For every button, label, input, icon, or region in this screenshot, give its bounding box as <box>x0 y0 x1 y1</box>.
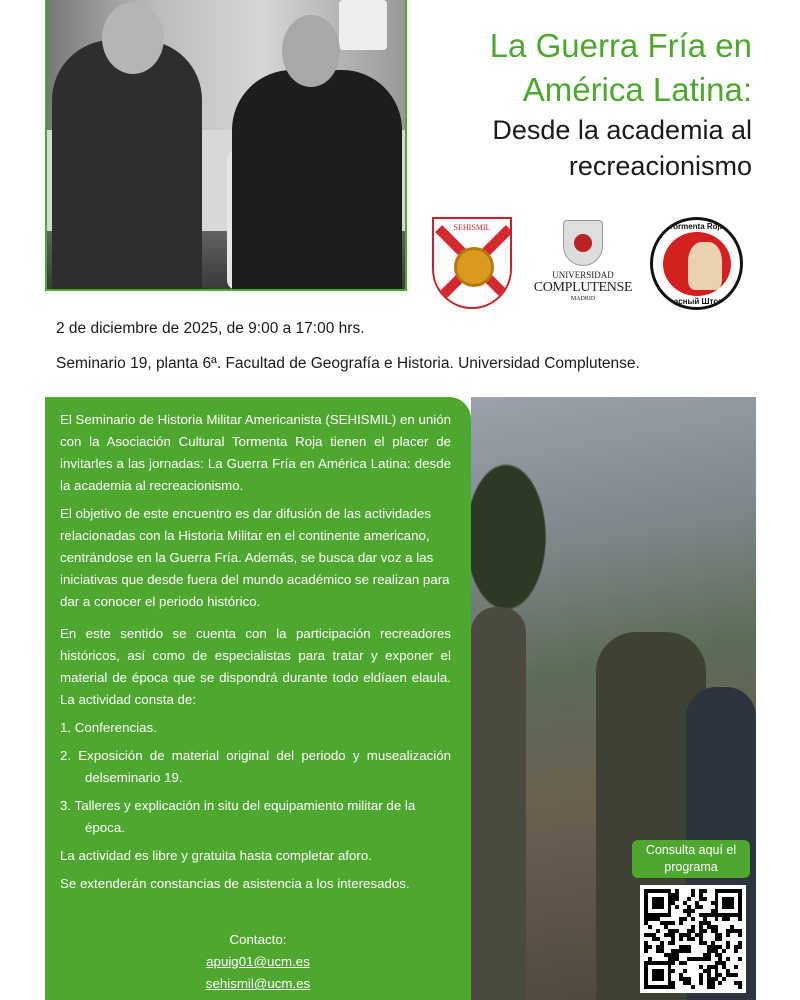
ucm-logo: UNIVERSIDAD COMPLUTENSE MADRID <box>528 220 638 302</box>
subtitle-line-2: recreacionismo <box>568 151 752 181</box>
description-panel <box>45 397 471 1000</box>
certificates-text: Se extenderán constancias de asistencia a los interesados. <box>60 876 410 891</box>
email-link-apuig[interactable]: apuig01@ucm.es <box>206 954 310 969</box>
contact-block <box>45 929 471 995</box>
event-location: Seminario 19, planta 6ª. Facultad de Geografía e Historia. Universidad Complutense. <box>56 355 640 372</box>
qr-callout: Consulta aquí el programa <box>632 840 750 878</box>
sehismil-logo: SEHISMIL <box>432 217 512 309</box>
poster-title <box>490 24 752 184</box>
list-item: 1. Conferencias. <box>60 720 157 735</box>
title-line-2: América Latina: <box>522 71 752 108</box>
intro-paragraph: El Seminario de Historia Militar Americanista (SEHISMIL) en unión con la Asociación Cultural Tormenta Roja tienen el placer de invitarles a las jornadas: La Guerra Fría en América Latina: desde la academia al recreacionismo. <box>60 412 451 493</box>
historical-photo <box>45 0 407 291</box>
list-item: 2. Exposición de material original del periodo y musealización delseminario 19. <box>60 748 451 785</box>
email-link-sehismil[interactable]: sehismil@ucm.es <box>205 976 311 991</box>
ucm-crest-icon <box>563 220 603 266</box>
subtitle-line-1: Desde la academia al <box>492 115 752 145</box>
qr-code[interactable] <box>640 885 746 993</box>
list-item: 3. Talleres y explicación in situ del equipamiento militar de la época. <box>60 798 416 835</box>
event-date: 2 de diciembre de 2025, de 9:00 a 17:00 hrs. <box>56 320 365 337</box>
objective-paragraph: El objetivo de este encuentro es dar difusión de las actividades relacionadas con la Historia Militar en el continente americano, centrándose en la Guerra Fría. Además, se busca dar voz a las iniciativas que desde fuera del mundo académico se realizan para dar a conocer el periodo histórico. <box>60 506 450 609</box>
participation-paragraph: En este sentido se cuenta con la participación recreadores históricos, así como de especialistas para tratar y exponer el material de época que se dispondrá durante todo eldíaen elaula. La actividad consta de: <box>60 626 451 707</box>
free-admission-text: La actividad es libre y gratuita hasta completar aforo. <box>60 848 372 863</box>
contact-label: Contacto: <box>229 932 287 947</box>
title-line-1: La Guerra Fría en <box>489 27 752 64</box>
tormenta-roja-logo: Tormenta Roja Красный Шторм <box>650 217 743 310</box>
